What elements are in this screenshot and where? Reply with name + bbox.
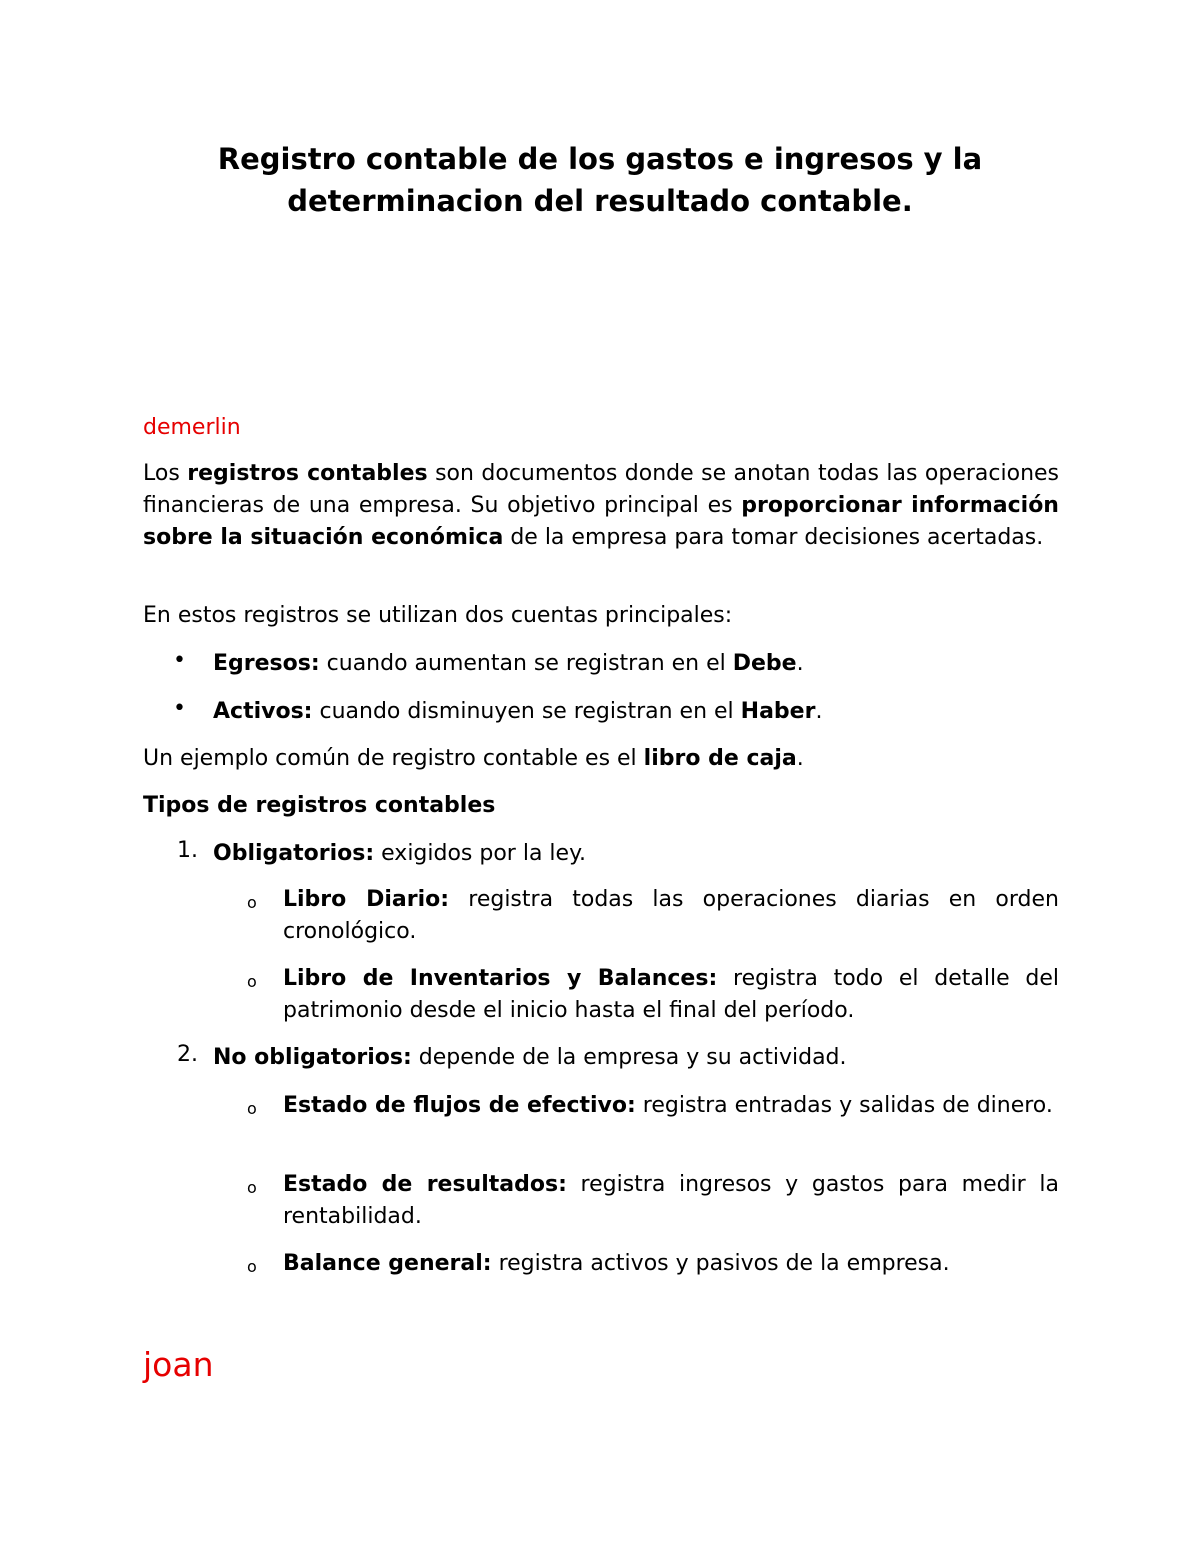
bullet-item-egresos: Egresos: cuando aumentan se registran en el Debe. [213, 651, 804, 676]
bullet-icon: • [173, 696, 186, 721]
author-demerlin: demerlin [143, 415, 241, 440]
types-heading: Tipos de registros contables [143, 793, 496, 818]
type-obligatorios: Obligatorios: exigidos por la ley. [213, 841, 586, 866]
accounts-intro: En estos registros se utilizan dos cuentas principales: [143, 603, 733, 628]
title-line-1: Registro contable de los gastos e ingresos y la [217, 142, 983, 176]
type-no-obligatorios: No obligatorios: depende de la empresa y su actividad. [213, 1045, 847, 1070]
circle-bullet-icon: o [247, 893, 257, 912]
list-number: 2. [177, 1042, 198, 1067]
sub-item-balance-general: Balance general: registra activos y pasivos de la empresa. [283, 1251, 950, 1276]
sub-item-libro-diario: Libro Diario: registra todas las operaciones diarias en orden cronológico. [283, 887, 1059, 944]
circle-bullet-icon: o [247, 1257, 257, 1276]
intro-paragraph: Los registros contables son documentos donde se anotan todas las operaciones financieras de una empresa. Su objetivo principal es proporcionar información sobre la situación económica de la empresa para tomar decisiones acertadas. [143, 461, 1060, 550]
title-line-2: determinacion del resultado contable. [287, 184, 913, 218]
circle-bullet-icon: o [247, 1178, 257, 1197]
sub-item-flujos-efectivo: Estado de flujos de efectivo: registra entradas y salidas de dinero. [283, 1093, 1053, 1118]
circle-bullet-icon: o [247, 972, 257, 991]
circle-bullet-icon: o [247, 1099, 257, 1118]
bullet-item-activos: Activos: cuando disminuyen se registran en el Haber. [213, 699, 823, 724]
list-number: 1. [177, 838, 198, 863]
sub-item-libro-inventarios: Libro de Inventarios y Balances: registra todo el detalle del patrimonio desde el inicio hasta el final del período. [283, 966, 1059, 1023]
term-proporcionar-informacion: proporcionar información sobre la situación económica [143, 493, 1059, 550]
document-title [0, 138, 1200, 222]
example-paragraph: Un ejemplo común de registro contable es el libro de caja. [143, 746, 804, 771]
bullet-icon: • [173, 648, 186, 673]
sub-item-estado-resultados: Estado de resultados: registra ingresos y gastos para medir la rentabilidad. [283, 1172, 1059, 1229]
term-registros-contables: registros contables [187, 461, 428, 486]
author-joan: joan [143, 1345, 214, 1384]
